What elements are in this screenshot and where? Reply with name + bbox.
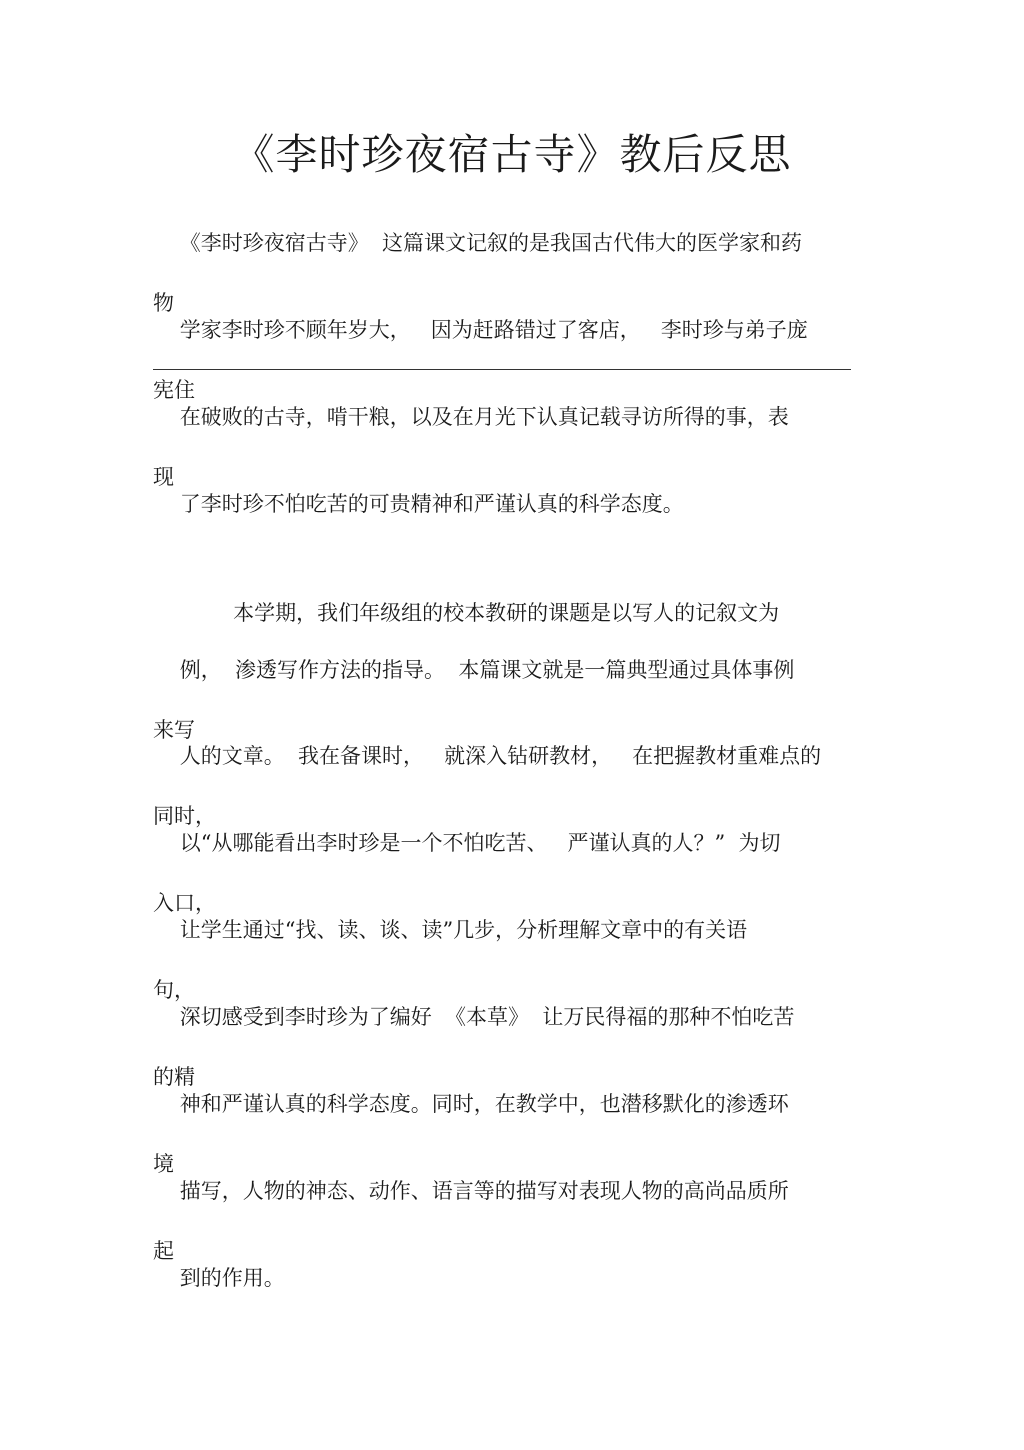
body-line-3-wrap: 同时， (153, 804, 216, 828)
body-line-8-wrap: 起 (153, 1239, 174, 1263)
body-line-9-text: 到的作用。 (179, 1266, 285, 1290)
intro-line-4-text: 了李时珍不怕吃苦的可贵精神和严谨认真的科学态度。 (179, 492, 684, 516)
body-line-1-text: 本学期，我们年级组的校本教研的课题是以写人的记叙文为 (179, 601, 780, 625)
body-line-6-wrap: 的精 (153, 1065, 195, 1089)
intro-line-1-wrap: 物 (153, 291, 174, 315)
body-line-2-text: 例， 渗透写作方法的指导。 本篇课文就是一篇典型通过具体事例 (179, 658, 795, 682)
body-line-5-wrap: 句， (153, 978, 195, 1002)
intro-line-1-text: 《李时珍夜宿古寺》 这篇课文记叙的是我国古代伟大的医学家和药 (179, 231, 803, 255)
intro-line-4 (153, 459, 853, 549)
body-line-5-text: 让学生通过“找、读、谈、读”几步，分析理解文章中的有关语 (179, 918, 748, 942)
intro-line-3-text: 在破败的古寺，啃干粮，以及在月光下认真记载寻访所得的事，表 (179, 405, 789, 429)
horizontal-rule (153, 369, 851, 370)
document-title: 《李时珍夜宿古寺》教后反思 (232, 130, 792, 179)
intro-line-2-text: 学家李时珍不顾年岁大， 因为赶路错过了客店， 李时珍与弟子庞 (179, 318, 808, 342)
body-line-6-text: 深切感受到李时珍为了编好 《本草》 让万民得福的那种不怕吃苦 (179, 1005, 795, 1029)
body-line-4-wrap: 入口， (153, 891, 216, 915)
intro-line-3-wrap: 现 (153, 465, 174, 489)
body-line-2-wrap: 来写 (153, 718, 195, 742)
body-line-4-text: 以“从哪能看出李时珍是一个不怕吃苦、 严谨认真的人？” 为切 (179, 831, 781, 855)
body-line-3-text: 人的文章。 我在备课时， 就深入钻研教材， 在把握教材重难点的 (179, 744, 822, 768)
body-line-9 (153, 1233, 853, 1323)
body-line-8-text: 描写，人物的神态、动作、语言等的描写对表现人物的高尚品质所 (179, 1179, 789, 1203)
body-line-7-text: 神和严谨认真的科学态度。同时，在教学中，也潜移默化的渗透环 (179, 1092, 789, 1116)
body-line-7-wrap: 境 (153, 1152, 174, 1176)
intro-line-2-wrap: 宪住 (153, 378, 195, 402)
